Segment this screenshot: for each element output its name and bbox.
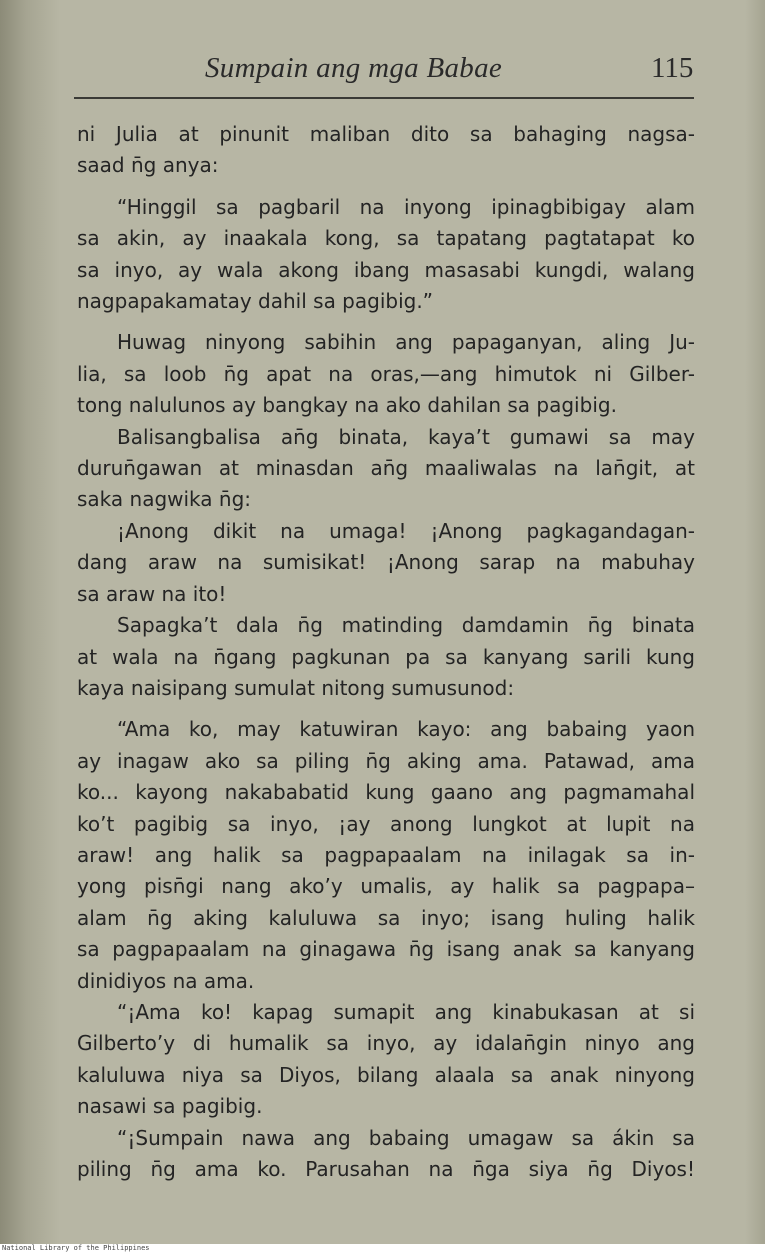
text-line: saka nagwika n̄g:	[77, 487, 252, 512]
text-line: ko... kayong nakababatid kung gaano ang pagmamahal	[77, 780, 695, 805]
header-rule	[74, 97, 694, 99]
text-line: dinidiyos na ama.	[77, 968, 255, 993]
text-line: dang araw na sumisikat! ¡Anong sarap na mabuhay	[77, 550, 695, 575]
text-line: at wala na n̄gang pagkunan pa sa kanyang sarili kung	[77, 644, 695, 669]
paragraph	[77, 714, 695, 997]
text-line: durun̄gawan at minasdan an̄g maaliwalas na lan̄git, at	[77, 456, 695, 481]
text-line: lia, sa loob n̄g apat na oras,—ang himutok ni Gilber-	[77, 361, 695, 386]
library-credit: National Library of the Philippines	[2, 1244, 150, 1252]
paragraph	[77, 327, 695, 421]
text-line: ay inagaw ako sa piling n̄g aking ama. Patawad, ama	[77, 748, 695, 773]
text-line: yong pisn̄gi nang ako’y umalis, ay halik sa pagpapa–	[77, 874, 695, 899]
text-line: ko’t pagibig sa inyo, ¡ay anong lungkot at lupit na	[77, 811, 695, 836]
paragraph	[77, 516, 695, 610]
paragraph	[77, 1123, 695, 1186]
text-line: nasawi sa pagibig.	[77, 1094, 263, 1119]
paragraph	[77, 192, 695, 318]
paragraph	[77, 997, 695, 1123]
running-title: Sumpain ang mga Babae	[205, 52, 503, 84]
text-line: tong nalulunos ay bangkay na ako dahilan sa pagibig.	[77, 393, 617, 418]
page-number: 115	[651, 52, 694, 84]
text-line: Huwag ninyong sabihin ang papaganyan, aling Ju-	[117, 330, 695, 355]
body-text	[77, 119, 695, 1185]
text-line: piling n̄g ama ko. Parusahan na n̄ga siya n̄g Diyos!	[77, 1157, 695, 1181]
paragraph	[77, 422, 695, 516]
text-line: Balisangbalisa an̄g binata, kaya’t gumawi sa may	[117, 424, 695, 449]
paragraph	[77, 119, 695, 182]
text-line: nagpapakamatay dahil sa pagibig.”	[77, 289, 434, 314]
text-line: kaluluwa niya sa Diyos, bilang alaala sa anak ninyong	[77, 1062, 695, 1087]
text-line: ¡Anong dikit na umaga! ¡Anong pagkagandagan-	[117, 518, 695, 543]
text-line: sa akin, ay inaakala kong, sa tapatang pagtatapat ko	[77, 226, 695, 251]
paragraph	[77, 610, 695, 704]
text-line: “¡Sumpain nawa ang babaing umagaw sa ákin sa	[117, 1125, 695, 1150]
text-line: saad n̄g anya:	[77, 153, 219, 178]
text-line: araw! ang halik sa pagpapaalam na inilagak sa in-	[77, 842, 695, 867]
text-line: sa pagpapaalam na ginagawa n̄g isang anak sa kanyang	[77, 937, 695, 962]
text-line: “Hinggil sa pagbaril na inyong ipinagbibigay alam	[117, 194, 695, 219]
text-line: “¡Ama ko! kapag sumapit ang kinabukasan at si	[117, 999, 695, 1024]
text-line: alam n̄g aking kaluluwa sa inyo; isang huling halik	[77, 905, 695, 930]
text-line: “Ama ko, may katuwiran kayo: ang babaing yaon	[117, 717, 695, 742]
text-line: sa araw na ito!	[77, 581, 227, 606]
text-line: kaya naisipang sumulat nitong sumusunod:	[77, 675, 515, 700]
text-line: Gilberto’y di humalik sa inyo, ay idalan̄gin ninyo ang	[77, 1031, 695, 1056]
text-line: ni Julia at pinunit maliban dito sa bahaging nagsa-	[77, 122, 695, 146]
text-line: sa inyo, ay wala akong ibang masasabi kungdi, walang	[77, 257, 695, 282]
text-line: Sapagka’t dala n̄g matinding damdamin n̄g binata	[117, 613, 695, 638]
